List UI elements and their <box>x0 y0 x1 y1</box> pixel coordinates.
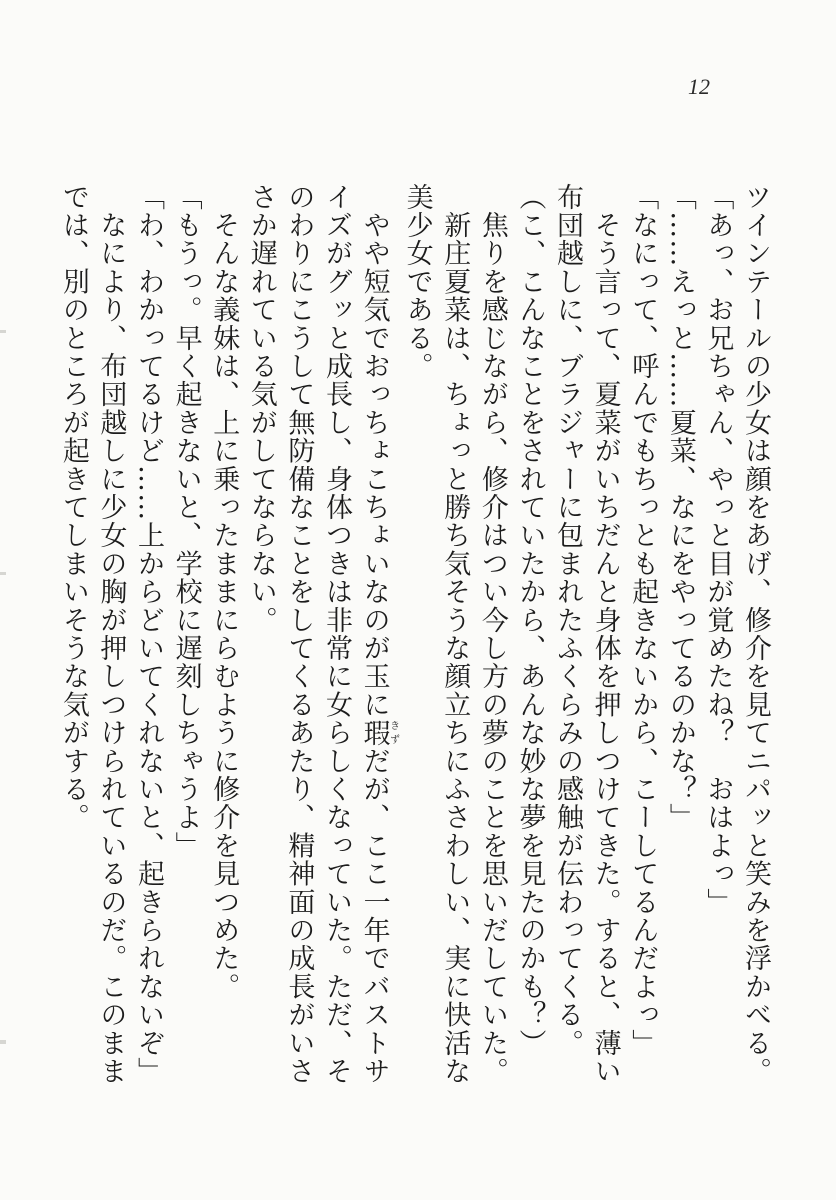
paragraph: なにより、布団越しに少女の胸が押しつけられているのだ。このままでは、別のところが起きてしまいそうな気がする。 <box>57 183 127 1086</box>
scan-edge-mark <box>0 330 6 333</box>
thought-line: （こ、こんなことをされていたから、あんな妙な夢を見たのかも？） <box>514 183 546 1058</box>
ruby-word <box>358 718 399 748</box>
body-text <box>54 183 774 1103</box>
paragraph: そんな義妹は、上に乗ったままにらむように修介を見つめた。 <box>208 183 240 1001</box>
scan-edge-mark <box>0 1040 6 1044</box>
scan-edge-mark <box>0 572 6 575</box>
ruby-reading: きず <box>387 718 399 747</box>
paragraph: そう言って、夏菜がいちだんと身体を押しつけてきた。すると、薄い布団越しに、ブラジャーに包まれたふくらみの感触が伝わってくる。 <box>552 183 621 1086</box>
paragraph-part: だが、ここ一年でバストサイズがグッと成長し、身体つきは非常に女らしくなっていた。ただ、そのわりにこうして無防備なことをしてくるあたり、精神面の成長がいささか遅れている気がしてならない。 <box>245 183 390 1086</box>
paragraph: 焦りを感じながら、修介はつい今し方の夢のことを思いだしていた。 <box>476 183 508 1086</box>
paragraph: 新庄夏菜は、ちょっと勝ち気そうな顔立ちにふさわしい、実に快活な美少女である。 <box>401 183 471 1086</box>
paragraph <box>242 183 398 1103</box>
paragraph-part: やや短気でおっちょこちょいなのが玉に <box>358 183 390 719</box>
dialogue-line: 「あっ、お兄ちゃん、やっと目が覚めたね？ おはよっ」 <box>702 183 734 917</box>
paragraph: ツインテールの少女は顔をあげ、修介を見てニパッと笑みを浮かべる。 <box>740 183 771 1086</box>
page-number: 12 <box>688 74 710 99</box>
dialogue-line: 「……えっと……夏菜、なにをやってるのかな？」 <box>664 183 696 832</box>
dialogue-line: 「もうっ。早く起きないと、学校に遅刻しちゃうよ」 <box>170 183 202 860</box>
dialogue-line: 「なにって、呼んでもちっとも起きないから、こーしてるんだよっ」 <box>627 183 659 1058</box>
ruby-base: 瑕 <box>358 718 390 748</box>
dialogue-line: 「わ、わかってるけど……上からどいてくれないと、起きられないぞ」 <box>133 183 164 1086</box>
